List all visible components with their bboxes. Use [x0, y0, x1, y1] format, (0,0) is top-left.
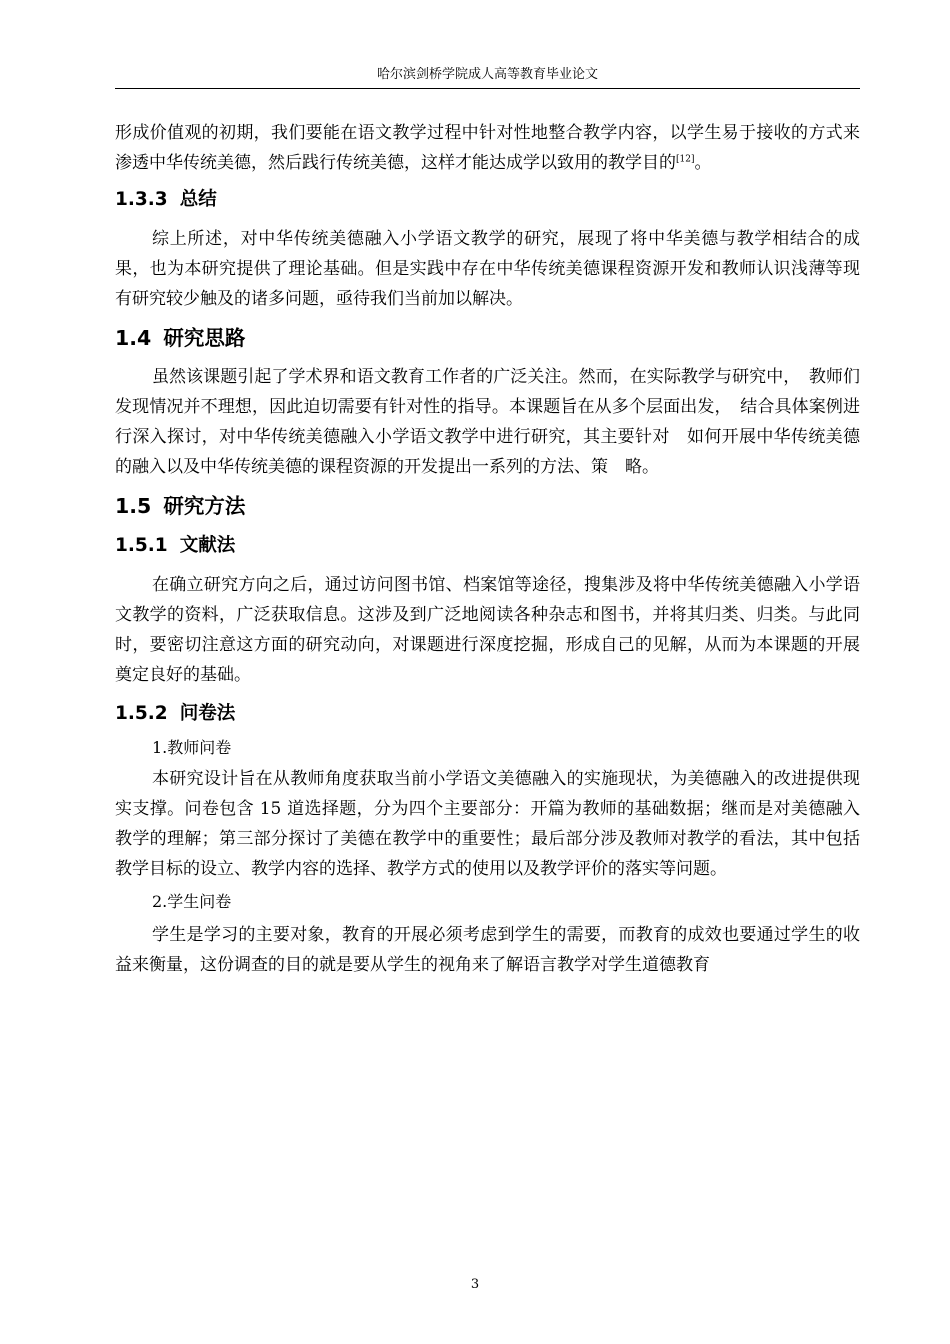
subheading-student-questionnaire: 2.学生问卷 — [152, 892, 232, 911]
paragraph-summary: 综上所述，对中华传统美德融入小学语文教学的研究，展现了将中华美德与教学相结合的成果，也为本研究提供了理论基础。但是实践中存在中华传统美德课程资源开发和教师认识浅薄等现有研究较少触及的诸多问题，亟待我们当前加以解决。 — [115, 229, 860, 309]
section-heading-1-5 — [115, 490, 860, 522]
section-title: 问卷法 — [179, 703, 236, 724]
section-heading-1-4 — [115, 322, 860, 354]
paragraph-teacher-questionnaire: 本研究设计旨在从教师角度获取当前小学语文美德融入的实施现状，为美德融入的改进提供现实支撑。问卷包含 15 道选择题，分为四个主要部分：开篇为教师的基础数据；继而是对美德融入教学的理解；第三部分探讨了美德在教学中的重要性；最后部分涉及教师对教学的看法，其中包括教学目标的设立、教学内容的选择、教学方式的使用以及教学评价的落实等问题。 — [115, 769, 860, 879]
section-number: 1.3.3 — [115, 189, 168, 210]
paragraph-student-questionnaire: 学生是学习的主要对象，教育的开展必须考虑到学生的需要，而教育的成效也要通过学生的收益来衡量，这份调查的目的就是要从学生的视角来了解语言教学对学生道德教育 — [115, 925, 860, 975]
paragraph-intro-end: 。 — [694, 153, 712, 173]
page-body — [115, 118, 860, 980]
section-title: 研究方法 — [163, 494, 246, 518]
paragraph-research-approach: 虽然该课题引起了学术界和语文教育工作者的广泛关注。然而，在实际教学与研究中， 教师们发现情况并不理想，因此迫切需要有针对性的指导。本课题旨在从多个层面出发， 结合具体案例进行深入探讨，对中华传统美德融入小学语文教学中进行研究，其主要针对 如何开展中华传统美德的融入以及中华传统美德的课程资源的开发提出一系列的方法、策 略。 — [115, 367, 860, 477]
subheading-teacher-questionnaire: 1.教师问卷 — [152, 738, 232, 757]
paragraph-intro — [115, 118, 860, 178]
section-title: 总结 — [179, 189, 217, 210]
section-title: 研究思路 — [163, 326, 246, 350]
paragraph-intro-text: 形成价值观的初期，我们要能在语文教学过程中针对性地整合教学内容，以学生易于接收的方式来渗透中华传统美德，然后践行传统美德，这样才能达成学以致用的教学目的 — [115, 123, 860, 173]
section-number: 1.4 — [115, 326, 152, 350]
section-number: 1.5.1 — [115, 535, 168, 556]
section-number: 1.5.2 — [115, 703, 168, 724]
page-footer — [0, 1276, 950, 1294]
citation-ref: [12] — [676, 154, 695, 165]
section-heading-1-5-1 — [115, 532, 860, 560]
paragraph-literature-method: 在确立研究方向之后，通过访问图书馆、档案馆等途径，搜集涉及将中华传统美德融入小学语文教学的资料，广泛获取信息。这涉及到广泛地阅读各种杂志和图书，并将其归类、归类。与此同时，要密切注意这方面的研究动向，对课题进行深度挖掘，形成自己的见解，从而为本课题的开展奠定良好的基础。 — [115, 575, 860, 685]
section-title: 文献法 — [179, 535, 236, 556]
page-header — [115, 62, 860, 89]
section-heading-1-5-2 — [115, 700, 860, 728]
section-number: 1.5 — [115, 494, 152, 518]
header-title: 哈尔滨剑桥学院成人高等教育毕业论文 — [376, 67, 598, 82]
page-number: 3 — [470, 1277, 480, 1292]
section-heading-1-3-3 — [115, 186, 860, 214]
